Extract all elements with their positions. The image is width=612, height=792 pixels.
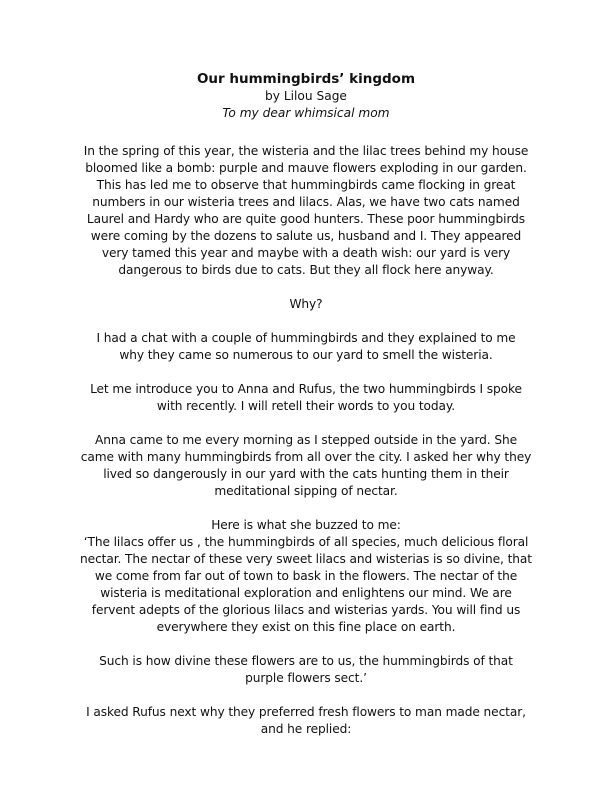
text-line: Such is how divine these flowers are to us, the hummingbirds of that (99, 654, 513, 668)
paragraph (66, 704, 546, 738)
document-author: by Lilou Sage (265, 89, 347, 103)
text-line: In the spring of this year, the wisteria and the lilac trees behind my house (83, 144, 529, 158)
text-line: and he replied: (260, 722, 352, 736)
text-line: everywhere they exist on this fine place on earth. (156, 620, 456, 634)
text-line: why they came so numerous to our yard to smell the wisteria. (119, 348, 493, 362)
document-page (66, 70, 546, 738)
paragraph (66, 517, 546, 636)
text-line: purple flowers sect.’ (245, 671, 367, 685)
text-line: we come from far out of town to bask in the flowers. The nectar of the (94, 569, 518, 583)
paragraph (66, 296, 546, 313)
text-line: nectar. The nectar of these very sweet lilacs and wisterias is so divine, that (80, 552, 532, 566)
text-line: This has led me to observe that hummingbirds came flocking in great (96, 178, 516, 192)
text-line: Why? (289, 297, 323, 311)
paragraph (66, 653, 546, 687)
text-line: Anna came to me every morning as I stepped outside in the yard. She (94, 433, 518, 447)
text-line: with recently. I will retell their words to you today. (156, 399, 456, 413)
document-body (66, 143, 546, 738)
text-line: Laurel and Hardy who are quite good hunters. These poor hummingbirds (86, 212, 526, 226)
text-line: very tamed this year and maybe with a death wish: our yard is very (101, 246, 511, 260)
text-line: I had a chat with a couple of hummingbirds and they explained to me (96, 331, 516, 345)
text-line: Let me introduce you to Anna and Rufus, the two hummingbirds I spoke (90, 382, 522, 396)
paragraph (66, 330, 546, 364)
paragraph (66, 432, 546, 500)
document-title: Our hummingbirds’ kingdom (196, 71, 416, 87)
text-line: fervent adepts of the glorious lilacs and wisterias yards. You will find us (91, 603, 521, 617)
text-line: wisteria is meditational exploration and enlightens our mind. We are (100, 586, 512, 600)
text-line: numbers in our wisteria trees and lilacs. Alas, we have two cats named (92, 195, 520, 209)
text-line: came with many hummingbirds from all over the city. I asked her why they (80, 450, 532, 464)
paragraph (66, 381, 546, 415)
text-line: I asked Rufus next why they preferred fresh flowers to man made nectar, (86, 705, 526, 719)
text-line: dangerous to birds due to cats. But they all flock here anyway. (118, 263, 494, 277)
text-line: Here is what she buzzed to me: (211, 518, 401, 532)
text-line: ‘The lilacs offer us , the hummingbirds of all species, much delicious floral (83, 535, 529, 549)
paragraph (66, 143, 546, 279)
text-line: bloomed like a bomb: purple and mauve flowers exploding in our garden. (85, 161, 527, 175)
document-dedication: To my dear whimsical mom (222, 106, 390, 120)
text-line: lived so dangerously in our yard with the cats hunting them in their (103, 467, 509, 481)
text-line: were coming by the dozens to salute us, husband and I. They appeared (90, 229, 522, 243)
text-line: meditational sipping of nectar. (214, 484, 398, 498)
